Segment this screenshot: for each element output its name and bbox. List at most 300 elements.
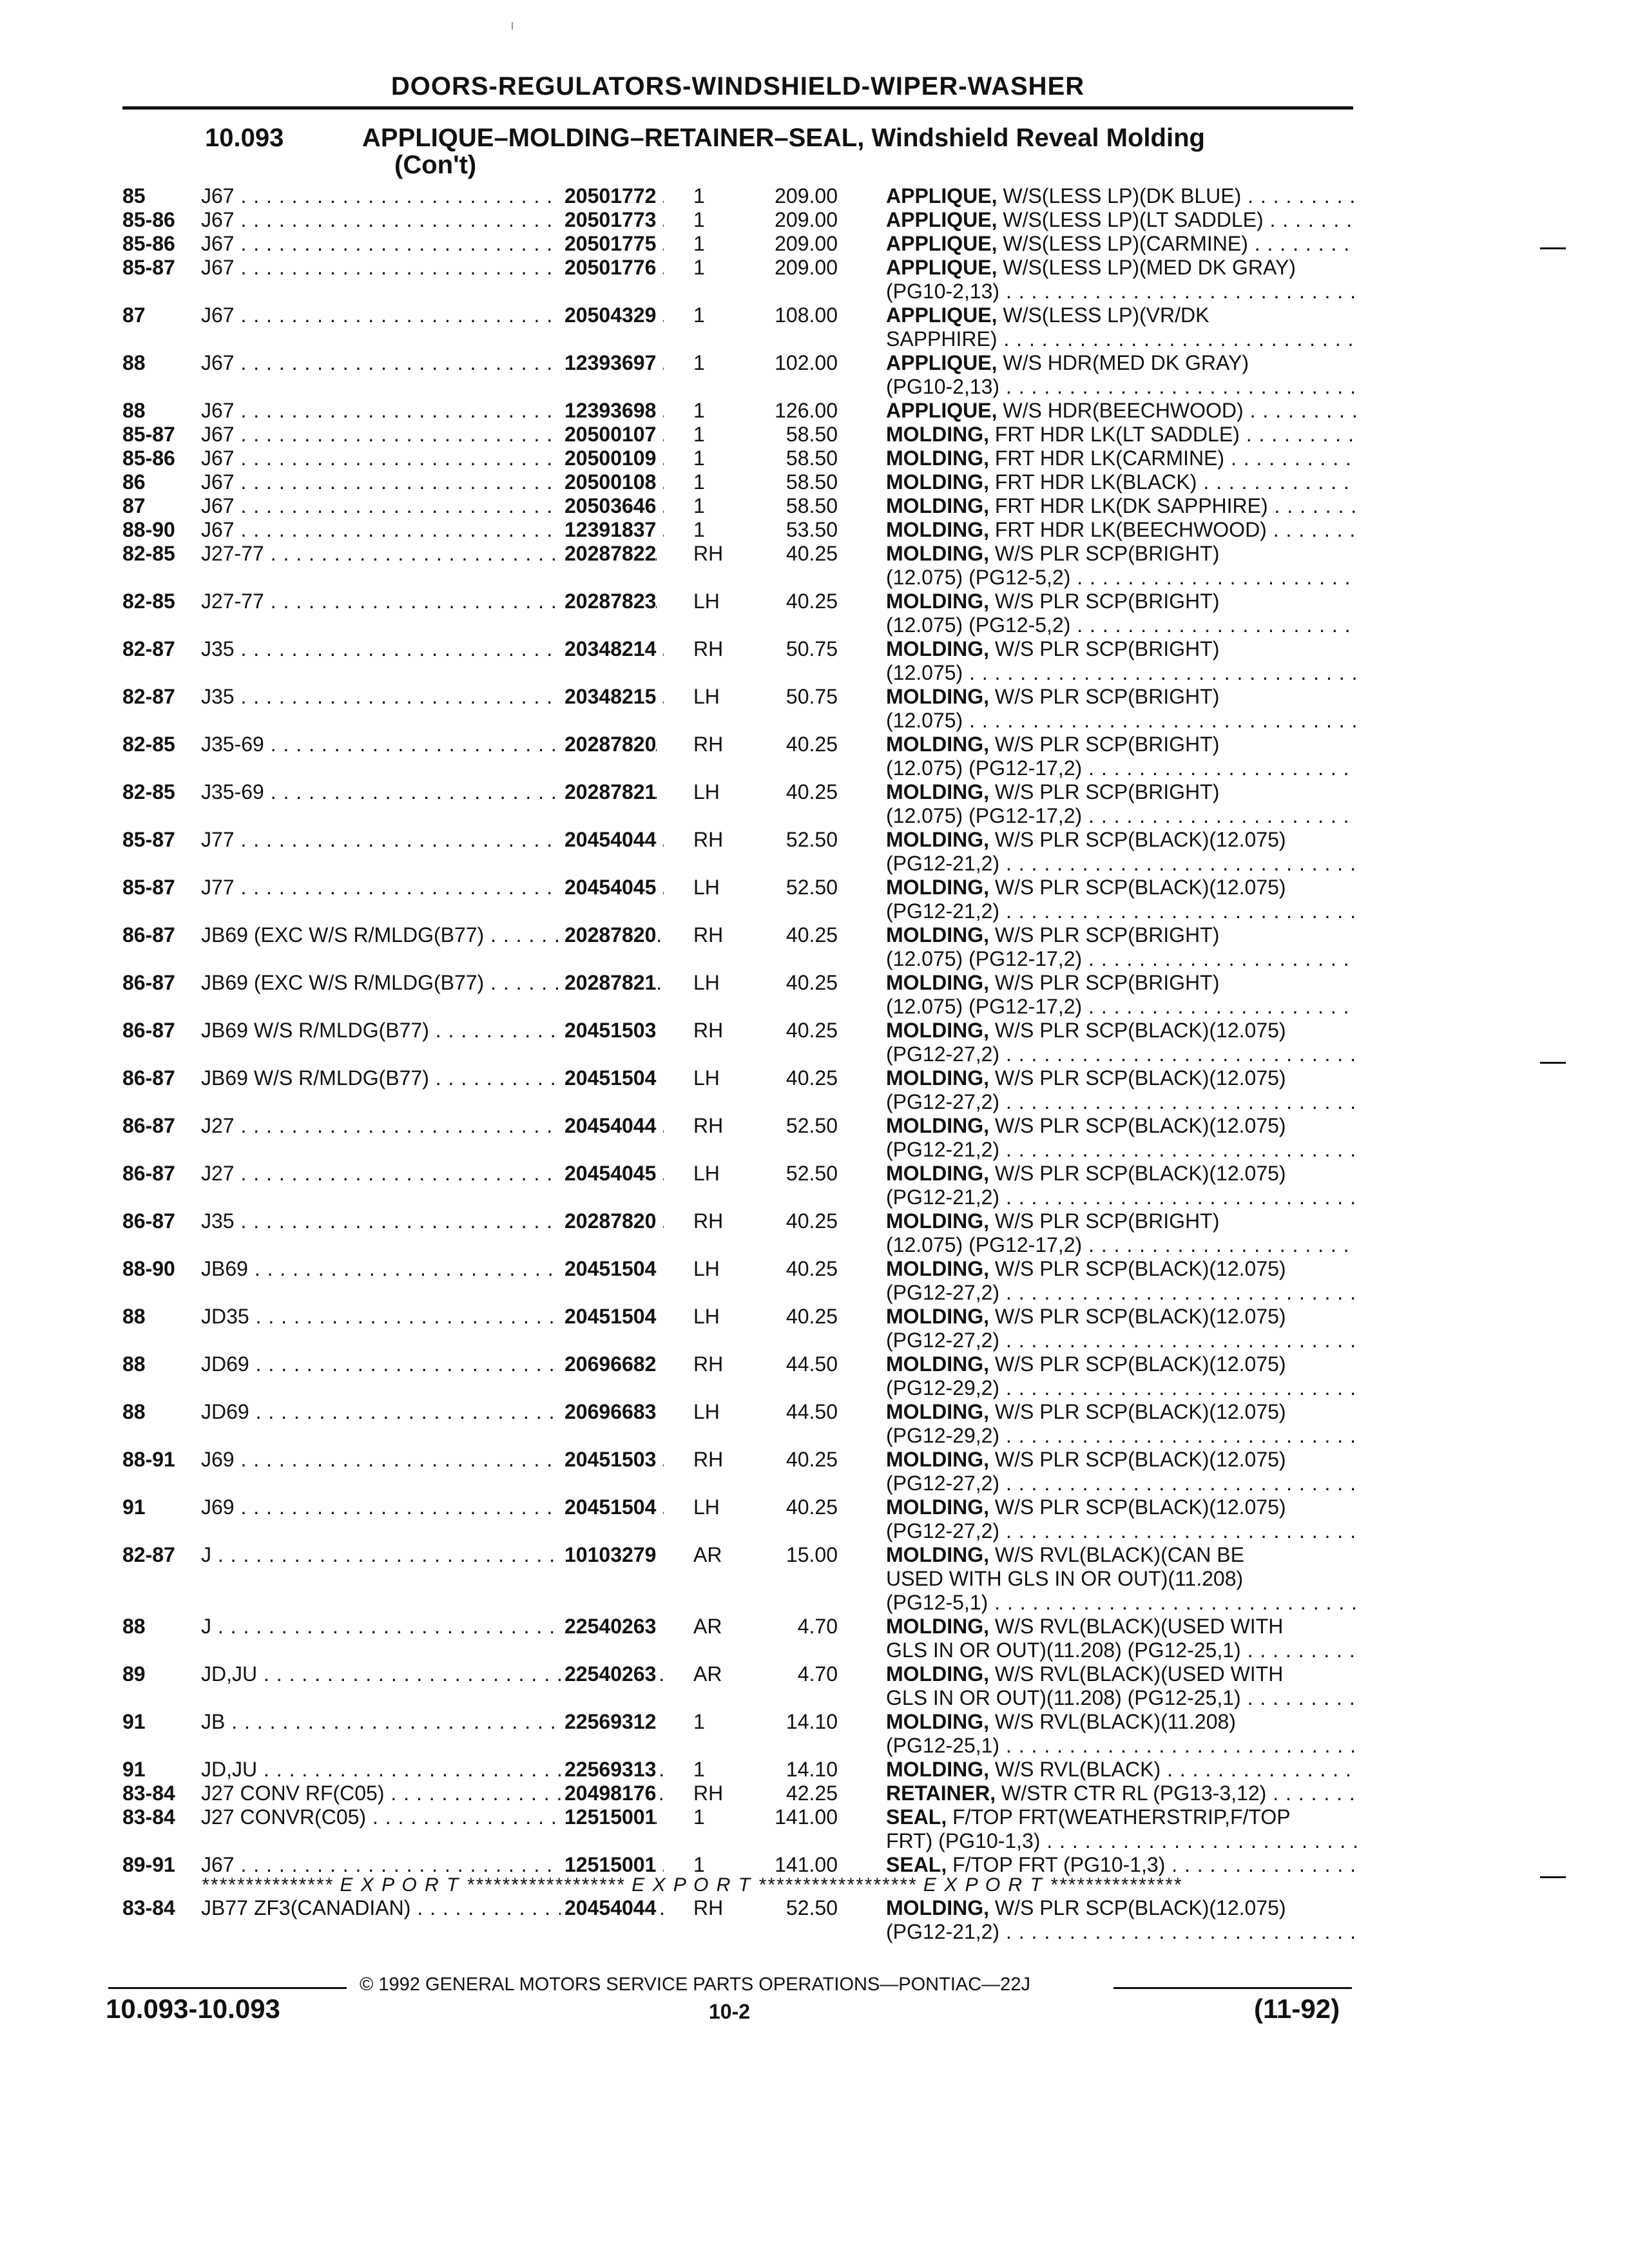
price: 40.25: [786, 1257, 838, 1280]
parts-row: [122, 1400, 1356, 1448]
quantity: RH: [693, 1448, 724, 1471]
year-range: 85-87: [122, 828, 175, 851]
description-line: (PG12-21,2) . . .: [886, 1920, 1356, 1944]
quantity: LH: [693, 1495, 720, 1519]
part-number: 20504329: [561, 303, 656, 327]
part-number: 20696682: [561, 1352, 656, 1376]
description-line: (PG12-21,2) . . .: [886, 1186, 1356, 1209]
description-line: FRT) (PG10-1,3) . . .: [886, 1829, 1356, 1853]
price: 40.25: [786, 1448, 838, 1471]
description-line: MOLDING, W/S PLR SCP(BLACK)(12.075): [886, 1162, 1286, 1185]
description-line: (12.075) (PG12-17,2) . . .: [886, 804, 1356, 828]
description-line: (PG10-2,13) . . .: [886, 280, 1356, 303]
part-number: 20451503: [561, 1019, 656, 1043]
model-code: J35-69 . . .: [201, 780, 664, 804]
section-code: 10.093: [205, 124, 284, 152]
price: 40.25: [786, 1209, 838, 1233]
description: [886, 1782, 1356, 1805]
description-line: (PG12-27,2) . . .: [886, 1472, 1356, 1495]
parts-row: [122, 590, 1356, 637]
price: 4.70: [797, 1615, 838, 1638]
price: 141.00: [775, 1853, 838, 1876]
part-number: 20287821: [561, 780, 656, 804]
price: 58.50: [786, 470, 838, 494]
model-code: JB69 (EXC W/S R/MLDG(B77) . . .: [201, 923, 664, 947]
description-line: MOLDING, W/S PLR SCP(BRIGHT): [886, 1209, 1220, 1233]
part-number: 20501775: [561, 232, 656, 256]
price: 40.25: [786, 1305, 838, 1328]
quantity: LH: [693, 1066, 720, 1090]
quantity: 1: [693, 518, 705, 541]
description: [886, 1066, 1356, 1114]
description: [886, 423, 1356, 447]
parts-row: [122, 1662, 1356, 1710]
footer-date: (11-92): [1254, 1994, 1340, 2024]
part-number: 20500108: [561, 470, 656, 494]
year-range: 82-85: [122, 733, 175, 756]
year-range: 88-91: [122, 1448, 175, 1471]
price: 40.25: [786, 733, 838, 756]
parts-row: [122, 303, 1356, 351]
year-range: 85-86: [122, 447, 175, 470]
price: 52.50: [786, 1896, 838, 1919]
price: 52.50: [786, 1114, 838, 1137]
price: 14.10: [786, 1758, 838, 1781]
parts-row: [122, 1066, 1356, 1114]
price: 42.25: [786, 1782, 838, 1805]
part-number: 22540263: [561, 1615, 656, 1639]
description-line: SEAL, F/TOP FRT (PG10-1,3) . . .: [886, 1853, 1356, 1877]
model-code: J35-69 . . .: [201, 733, 664, 756]
parts-row: [122, 1543, 1356, 1615]
part-number: 20454044: [561, 828, 656, 852]
year-range: 82-85: [122, 590, 175, 613]
description-line: (PG10-2,13) . . .: [886, 375, 1356, 399]
description-line: (12.075) (PG12-17,2) . . .: [886, 756, 1356, 780]
part-number: 12393698: [561, 399, 656, 423]
year-range: 85-86: [122, 232, 175, 255]
description-line: MOLDING, W/S PLR SCP(BRIGHT): [886, 923, 1220, 947]
part-number: 20451504: [561, 1495, 656, 1519]
price: 40.25: [786, 971, 838, 994]
description-line: APPLIQUE, W/S HDR(BEECHWOOD) . . .: [886, 399, 1356, 423]
description-line: MOLDING, FRT HDR LK(CARMINE) . . .: [886, 447, 1356, 470]
scan-mark: [512, 22, 513, 30]
year-range: 86-87: [122, 1162, 175, 1185]
description: [886, 494, 1356, 518]
description: [886, 1114, 1356, 1162]
price: 52.50: [786, 1162, 838, 1185]
description-line: MOLDING, W/S PLR SCP(BLACK)(12.075): [886, 1896, 1286, 1919]
description: [886, 590, 1356, 637]
price: 209.00: [775, 256, 838, 279]
quantity: 1: [693, 399, 705, 422]
description-line: APPLIQUE, W/S(LESS LP)(MED DK GRAY): [886, 256, 1296, 279]
quantity: AR: [693, 1615, 722, 1638]
model-code: J27 CONVR(C05) . . .: [201, 1805, 664, 1829]
description: [886, 1257, 1356, 1305]
year-range: 88: [122, 399, 146, 422]
model-code: J27 . . .: [201, 1162, 664, 1186]
parts-row: [122, 1448, 1356, 1495]
parts-row: [122, 1019, 1356, 1066]
part-number: 20451504: [561, 1257, 656, 1281]
year-range: 85-86: [122, 208, 175, 231]
quantity: LH: [693, 780, 720, 803]
description: [886, 1448, 1356, 1495]
parts-row: [122, 1305, 1356, 1352]
parts-row: [122, 685, 1356, 733]
description-line: (PG12-29,2) . . .: [886, 1376, 1356, 1400]
description: [886, 399, 1356, 423]
part-number: 20348214: [561, 637, 656, 661]
model-code: J67 . . .: [201, 423, 664, 447]
parts-row: [122, 1710, 1356, 1758]
parts-row: [122, 1615, 1356, 1662]
price: 102.00: [775, 351, 838, 374]
description-line: MOLDING, FRT HDR LK(BEECHWOOD) . . .: [886, 518, 1356, 542]
description-line: (PG12-25,1) . . .: [886, 1734, 1356, 1758]
quantity: RH: [693, 1019, 724, 1042]
year-range: 86-87: [122, 1066, 175, 1090]
part-number: 20287820: [561, 733, 656, 756]
part-number: 10103279: [561, 1543, 656, 1567]
parts-row: [122, 1162, 1356, 1209]
description: [886, 1019, 1356, 1066]
model-code: JB77 ZF3(CANADIAN) . . .: [201, 1896, 664, 1920]
year-range: 83-84: [122, 1896, 175, 1919]
parts-row: [122, 1209, 1356, 1257]
description: [886, 518, 1356, 542]
year-range: 82-85: [122, 542, 175, 565]
parts-row: [122, 423, 1356, 447]
description-line: MOLDING, W/S RVL(BLACK) . . .: [886, 1758, 1356, 1782]
part-number: 20287823: [561, 590, 656, 613]
description-line: MOLDING, FRT HDR LK(BLACK) . . .: [886, 470, 1356, 494]
model-code: J67 . . .: [201, 351, 664, 375]
year-range: 86-87: [122, 923, 175, 947]
model-code: J67 . . .: [201, 447, 664, 470]
part-number: 20454045: [561, 876, 656, 899]
price: 40.25: [786, 1495, 838, 1519]
price: 44.50: [786, 1352, 838, 1376]
year-range: 82-87: [122, 1543, 175, 1566]
page-header: [122, 72, 1353, 110]
part-number: 20454044: [561, 1896, 656, 1920]
year-range: 87: [122, 303, 146, 327]
price: 40.25: [786, 1019, 838, 1042]
parts-row: [122, 1896, 1356, 1944]
year-range: 83-84: [122, 1805, 175, 1829]
parts-row: [122, 447, 1356, 470]
price: 53.50: [786, 518, 838, 541]
quantity: RH: [693, 1209, 724, 1233]
model-code: J27 . . .: [201, 1114, 664, 1138]
description-line: MOLDING, W/S PLR SCP(BLACK)(12.075): [886, 1066, 1286, 1090]
description-line: SEAL, F/TOP FRT(WEATHERSTRIP,F/TOP: [886, 1805, 1291, 1829]
description-line: SAPPHIRE) . . .: [886, 327, 1356, 351]
part-number: 20287821: [561, 971, 656, 995]
description-line: (12.075) (PG12-5,2) . . .: [886, 613, 1356, 637]
description-line: MOLDING, W/S PLR SCP(BRIGHT): [886, 971, 1220, 994]
price: 108.00: [775, 303, 838, 327]
parts-row: [122, 1782, 1356, 1805]
description-line: APPLIQUE, W/S(LESS LP)(DK BLUE) . . .: [886, 184, 1356, 208]
part-number: 20454044: [561, 1114, 656, 1138]
description-line: (12.075) . . .: [886, 709, 1356, 733]
description-line: APPLIQUE, W/S HDR(MED DK GRAY): [886, 351, 1249, 374]
description-line: (12.075) (PG12-17,2) . . .: [886, 995, 1356, 1019]
description: [886, 1209, 1356, 1257]
description: [886, 208, 1356, 232]
price: 40.25: [786, 590, 838, 613]
description-line: MOLDING, W/S PLR SCP(BLACK)(12.075): [886, 876, 1286, 899]
margin-tick: [1540, 1062, 1566, 1064]
description-line: (12.075) (PG12-17,2) . . .: [886, 1233, 1356, 1257]
year-range: 88: [122, 1400, 146, 1423]
quantity: 1: [693, 423, 705, 446]
model-code: J67 . . .: [201, 303, 664, 327]
description-line: (PG12-21,2) . . .: [886, 1138, 1356, 1162]
model-code: J69 . . .: [201, 1495, 664, 1519]
description: [886, 637, 1356, 685]
quantity: 1: [693, 351, 705, 374]
price: 52.50: [786, 876, 838, 899]
quantity: 1: [693, 1758, 705, 1781]
parts-row: [122, 184, 1356, 208]
description-line: GLS IN OR OUT)(11.208) (PG12-25,1) . . .: [886, 1686, 1356, 1710]
description-line: MOLDING, W/S PLR SCP(BRIGHT): [886, 542, 1220, 565]
description-line: APPLIQUE, W/S(LESS LP)(LT SADDLE) . . .: [886, 208, 1356, 232]
description-line: (PG12-29,2) . . .: [886, 1424, 1356, 1448]
year-range: 86-87: [122, 1114, 175, 1137]
year-range: 88-90: [122, 1257, 175, 1280]
quantity: RH: [693, 733, 724, 756]
section-title: APPLIQUE–MOLDING–RETAINER–SEAL, Windshield Reveal Molding: [362, 124, 1205, 152]
description-line: MOLDING, W/S PLR SCP(BRIGHT): [886, 590, 1220, 613]
year-range: 85-87: [122, 876, 175, 899]
description-line: MOLDING, W/S PLR SCP(BRIGHT): [886, 780, 1220, 803]
model-code: J67 . . .: [201, 208, 664, 232]
description-line: MOLDING, W/S PLR SCP(BLACK)(12.075): [886, 1400, 1286, 1423]
parts-row: [122, 1257, 1356, 1305]
quantity: 1: [693, 1710, 705, 1733]
part-number: 20501776: [561, 256, 656, 280]
description-line: APPLIQUE, W/S(LESS LP)(VR/DK: [886, 303, 1210, 327]
description: [886, 256, 1356, 303]
footer-rule-left: [108, 1987, 347, 1989]
quantity: LH: [693, 1162, 720, 1185]
description-line: MOLDING, W/S RVL(BLACK)(USED WITH: [886, 1615, 1284, 1638]
price: 58.50: [786, 447, 838, 470]
description-line: (PG12-27,2) . . .: [886, 1090, 1356, 1114]
parts-row: [122, 637, 1356, 685]
model-code: J67 . . .: [201, 1853, 664, 1877]
quantity: 1: [693, 256, 705, 279]
parts-row: [122, 351, 1356, 399]
description: [886, 1305, 1356, 1352]
parts-row: [122, 232, 1356, 256]
margin-tick: [1540, 247, 1566, 249]
model-code: J67 . . .: [201, 470, 664, 494]
model-code: J77 . . .: [201, 876, 664, 899]
model-code: JD69 . . .: [201, 1400, 664, 1424]
quantity: RH: [693, 828, 724, 851]
quantity: 1: [693, 1805, 705, 1829]
model-code: J67 . . .: [201, 399, 664, 423]
quantity: LH: [693, 1305, 720, 1328]
model-code: J35 . . .: [201, 1209, 664, 1233]
price: 44.50: [786, 1400, 838, 1423]
part-number: 20287820: [561, 923, 656, 947]
price: 14.10: [786, 1710, 838, 1733]
parts-row: [122, 923, 1356, 971]
parts-row: [122, 208, 1356, 232]
description-line: MOLDING, W/S PLR SCP(BLACK)(12.075): [886, 1305, 1286, 1328]
description-line: MOLDING, W/S PLR SCP(BLACK)(12.075): [886, 1448, 1286, 1471]
part-number: 20696683: [561, 1400, 656, 1424]
part-number: 12391837: [561, 518, 656, 542]
model-code: J27-77 . . .: [201, 542, 664, 566]
year-range: 88: [122, 1305, 146, 1328]
quantity: 1: [693, 303, 705, 327]
description-line: MOLDING, W/S PLR SCP(BLACK)(12.075): [886, 1114, 1286, 1137]
description: [886, 876, 1356, 923]
quantity: RH: [693, 542, 724, 565]
description: [886, 1615, 1356, 1662]
model-code: J27-77 . . .: [201, 590, 664, 613]
model-code: J67 . . .: [201, 518, 664, 542]
description: [886, 1495, 1356, 1543]
year-range: 89: [122, 1662, 146, 1686]
export-parts-list: [122, 1896, 1356, 1944]
quantity: 1: [693, 447, 705, 470]
description: [886, 1710, 1356, 1758]
quantity: 1: [693, 470, 705, 494]
year-range: 91: [122, 1758, 146, 1781]
part-number: 12393697: [561, 351, 656, 375]
year-range: 86: [122, 470, 146, 494]
parts-row: [122, 494, 1356, 518]
description-line: APPLIQUE, W/S(LESS LP)(CARMINE) . . .: [886, 232, 1356, 256]
copyright-text: © 1992 GENERAL MOTORS SERVICE PARTS OPERATIONS—PONTIAC—22J: [360, 1974, 1030, 1995]
description: [886, 1162, 1356, 1209]
description: [886, 971, 1356, 1019]
part-number: 20348215: [561, 685, 656, 709]
description-line: MOLDING, W/S PLR SCP(BRIGHT): [886, 637, 1220, 660]
description-line: (PG12-27,2) . . .: [886, 1043, 1356, 1066]
description-line: RETAINER, W/STR CTR RL (PG13-3,12) . . .: [886, 1782, 1356, 1805]
description-line: USED WITH GLS IN OR OUT)(11.208): [886, 1567, 1244, 1590]
parts-row: [122, 399, 1356, 423]
parts-list: [122, 184, 1356, 1877]
description-line: MOLDING, W/S PLR SCP(BLACK)(12.075): [886, 1257, 1286, 1280]
description-line: MOLDING, W/S PLR SCP(BLACK)(12.075): [886, 828, 1286, 851]
part-number: 12515001: [561, 1853, 656, 1877]
parts-row: [122, 971, 1356, 1019]
year-range: 88: [122, 351, 146, 374]
quantity: RH: [693, 1114, 724, 1137]
description-line: (12.075) (PG12-5,2) . . .: [886, 566, 1356, 590]
header-rule: [122, 106, 1353, 110]
part-number: 22569312: [561, 1710, 656, 1734]
parts-row: [122, 1352, 1356, 1400]
price: 209.00: [775, 184, 838, 207]
description-line: (PG12-27,2) . . .: [886, 1519, 1356, 1543]
description: [886, 351, 1356, 399]
part-number: 20501772: [561, 184, 656, 208]
part-number: 22569313: [561, 1758, 656, 1782]
description: [886, 1662, 1356, 1710]
description-line: (PG12-21,2) . . .: [886, 899, 1356, 923]
parts-row: [122, 470, 1356, 494]
year-range: 89-91: [122, 1853, 175, 1876]
description-line: MOLDING, W/S RVL(BLACK)(11.208): [886, 1710, 1236, 1733]
parts-row: [122, 256, 1356, 303]
model-code: J35 . . .: [201, 685, 664, 709]
quantity: RH: [693, 1896, 724, 1919]
year-range: 83-84: [122, 1782, 175, 1805]
description-line: MOLDING, W/S PLR SCP(BLACK)(12.075): [886, 1352, 1286, 1376]
description-line: (PG12-21,2) . . .: [886, 852, 1356, 876]
description: [886, 1400, 1356, 1448]
model-code: JB69 W/S R/MLDG(B77) . . .: [201, 1066, 664, 1090]
quantity: LH: [693, 590, 720, 613]
price: 209.00: [775, 232, 838, 255]
quantity: LH: [693, 1257, 720, 1280]
description-line: MOLDING, W/S PLR SCP(BLACK)(12.075): [886, 1495, 1286, 1519]
description: [886, 685, 1356, 733]
description-line: (12.075) (PG12-17,2) . . .: [886, 947, 1356, 971]
year-range: 88: [122, 1352, 146, 1376]
description: [886, 447, 1356, 470]
part-number: 20500109: [561, 447, 656, 470]
price: 40.25: [786, 542, 838, 565]
price: 15.00: [786, 1543, 838, 1566]
model-code: JB69 W/S R/MLDG(B77) . . .: [201, 1019, 664, 1043]
part-number: 22540263: [561, 1662, 656, 1686]
model-code: J35 . . .: [201, 637, 664, 661]
year-range: 85: [122, 184, 146, 207]
year-range: 88: [122, 1615, 146, 1638]
quantity: RH: [693, 923, 724, 947]
quantity: LH: [693, 1400, 720, 1423]
model-code: J . . .: [201, 1543, 664, 1567]
footer-section-range: 10.093-10.093: [106, 1994, 280, 2024]
model-code: JB . . .: [201, 1710, 664, 1734]
description-line: MOLDING, W/S PLR SCP(BLACK)(12.075): [886, 1019, 1286, 1042]
part-number: 20501773: [561, 208, 656, 232]
description-line: GLS IN OR OUT)(11.208) (PG12-25,1) . . .: [886, 1639, 1356, 1662]
quantity: 1: [693, 232, 705, 255]
year-range: 91: [122, 1495, 146, 1519]
model-code: J27 CONV RF(C05) . . .: [201, 1782, 664, 1805]
price: 50.75: [786, 637, 838, 660]
model-code: JD35 . . .: [201, 1305, 664, 1329]
price: 126.00: [775, 399, 838, 422]
parts-row: [122, 1853, 1356, 1877]
description: [886, 1543, 1356, 1615]
price: 40.25: [786, 780, 838, 803]
page-title: DOORS-REGULATORS-WINDSHIELD-WIPER-WASHER: [390, 72, 1085, 101]
model-code: J69 . . .: [201, 1448, 664, 1472]
part-number: 20287820: [561, 1209, 656, 1233]
quantity: LH: [693, 685, 720, 708]
part-number: 20451503: [561, 1448, 656, 1472]
description-line: (PG12-5,1) . . .: [886, 1591, 1356, 1615]
description: [886, 232, 1356, 256]
description: [886, 1805, 1356, 1853]
